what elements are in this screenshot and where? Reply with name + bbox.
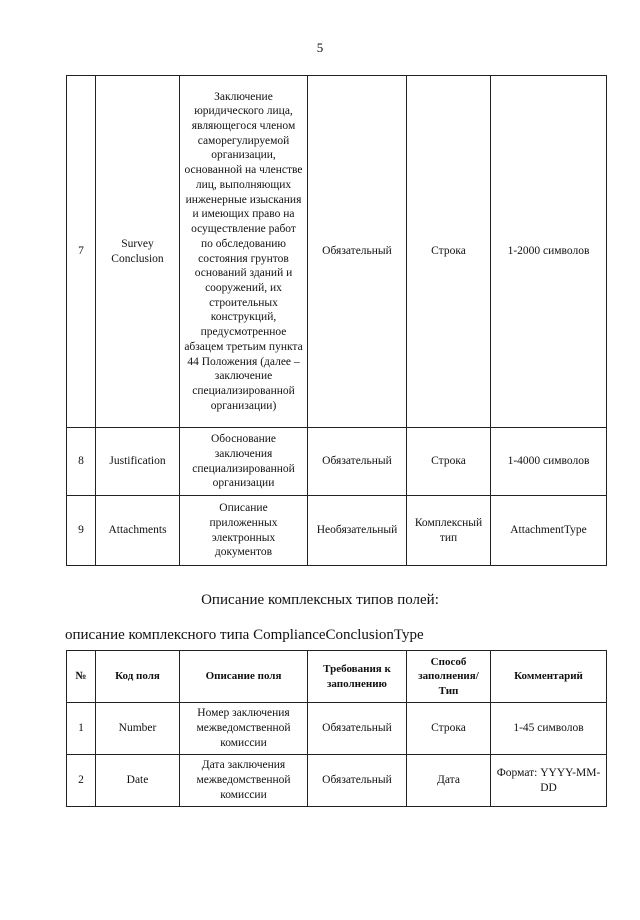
field-requirement: Обязательный (308, 76, 407, 428)
header-type: Способ заполнения/ Тип (407, 651, 491, 703)
header-code: Код поля (96, 651, 180, 703)
field-code: Survey Conclusion (96, 76, 180, 428)
field-description: Обоснование заключения специализированной организации (180, 428, 308, 496)
field-code: Attachments (96, 496, 180, 566)
field-description: Описание приложенных электронных документов (180, 496, 308, 566)
fields-table-continued (66, 75, 607, 566)
subsection-title: описание комплексного типа ComplianceConclusionType (65, 627, 424, 643)
table-row (67, 428, 607, 496)
field-type: Комплексный тип (407, 496, 491, 566)
header-description: Описание поля (180, 651, 308, 703)
row-number: 1 (67, 703, 96, 755)
field-comment: 1-4000 символов (491, 428, 607, 496)
field-code: Date (96, 755, 180, 807)
table-row (67, 76, 607, 428)
field-requirement: Необязательный (308, 496, 407, 566)
field-description: Номер заключения межведомственной комиссии (180, 703, 308, 755)
field-requirement: Обязательный (308, 755, 407, 807)
table-header-row (67, 651, 607, 703)
field-description: Заключение юридического лица, являющегося членом саморегулируемой организации, основанной на членстве лиц, выполняющих инженерные изыскания и имеющих право на осуществление работ по обследованию состояния грунтов оснований зданий и сооружений, их строительных конструкций, предусмотренное абзацем третьим пункта 44 Положения (далее – заключение специализированной организации) (180, 76, 308, 428)
row-number: 8 (67, 428, 96, 496)
field-comment: 1-45 символов (491, 703, 607, 755)
header-comment: Комментарий (491, 651, 607, 703)
field-description: Дата заключения межведомственной комиссии (180, 755, 308, 807)
table-row (67, 496, 607, 566)
compliance-conclusion-table (66, 650, 607, 807)
table-row (67, 703, 607, 755)
field-code: Number (96, 703, 180, 755)
field-comment: AttachmentType (491, 496, 607, 566)
field-type: Дата (407, 755, 491, 807)
field-type: Строка (407, 76, 491, 428)
field-code: Justification (96, 428, 180, 496)
section-title: Описание комплексных типов полей: (201, 592, 439, 608)
row-number: 7 (67, 76, 96, 428)
row-number: 2 (67, 755, 96, 807)
row-number: 9 (67, 496, 96, 566)
field-comment: Формат: YYYY-MM-DD (491, 755, 607, 807)
field-type: Строка (407, 428, 491, 496)
header-requirement: Требования к заполнению (308, 651, 407, 703)
page-number: 5 (316, 40, 324, 55)
field-comment: 1-2000 символов (491, 76, 607, 428)
field-type: Строка (407, 703, 491, 755)
field-requirement: Обязательный (308, 703, 407, 755)
field-requirement: Обязательный (308, 428, 407, 496)
table-row (67, 755, 607, 807)
header-number: № (67, 651, 96, 703)
